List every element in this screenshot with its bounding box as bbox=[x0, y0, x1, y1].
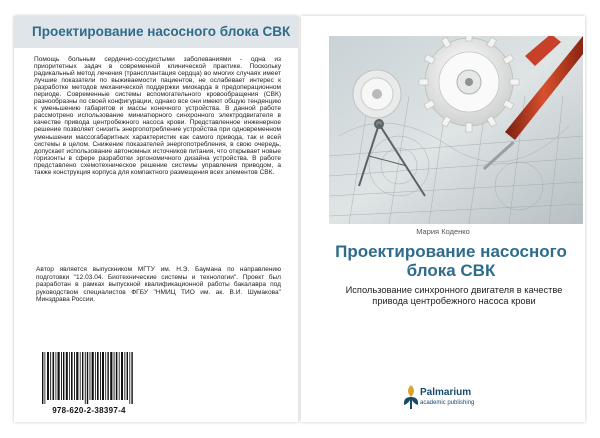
front-subtitle: Использование синхронного двигателя в качестве привода центробежного насоса крови bbox=[345, 285, 563, 306]
publisher-tagline: academic publishing bbox=[420, 400, 475, 406]
back-title: Проектирование насосного блока СВК bbox=[32, 24, 291, 39]
palmarium-logo-icon bbox=[402, 383, 420, 411]
author-info: Автор является выпускником МГТУ им. Н.Э. Баумана по направлению подготовки "12.03.04. Биотехнические системы и технологии". Проект был разработан в рамках выпускной квалификационной работы бакалавра под руководством специалистов ФГБУ "НМИЦ ТИО им. ак. В.И. Шумакова" Минздрава России. bbox=[36, 266, 281, 303]
front-author: Мария Коденко bbox=[416, 227, 470, 236]
barcode bbox=[36, 350, 142, 418]
publisher-name: Palmarium bbox=[420, 387, 472, 398]
back-cover bbox=[14, 16, 298, 422]
back-description: Помощь больным сердечно-сосудистыми заболеваниями - одна из приоритетных задач в современной клинической практике. Поскольку радикальный метод лечения (трансплантация сердца) во многих случаях имеет лучшие показатели по выживаемости пациентов, не ослабевает интерес к разработке методов механической поддержки миокарда в предоперационном периоде. Современные системы вспомогательного кровообращения (СВК) разнообразны по своей конфигурации, однако все они имеют общую тенденцию к уменьшению габаритов и массы конечного устройства. В данной работе рассмотрено использование миниатюрного синхронного электродвигателя в качестве привода центробежного насоса крови. Представленное инженерное решение позволяет снизить энергопотребление устройства при одновременном уменьшении массогабаритных характеристик как самого привода, так и всей системы в целом. Снижение показателей энергопотребления, в свою очередь, допускает использование автономных источников питания, что открывает новые горизонты в сфере разработки эргономичного дизайна устройства. В работе представлено схемотехническое решение системы управления приводом, а также конструкция корпуса для компактного размещения всех элементов СВК. bbox=[34, 56, 281, 176]
front-title: Проектирование насосного блока СВК bbox=[335, 242, 567, 280]
cover-image bbox=[329, 36, 583, 224]
small-gear-icon bbox=[353, 70, 401, 118]
barcode-icon bbox=[40, 350, 138, 404]
isbn-number: 978-620-2-38397-4 bbox=[52, 406, 126, 415]
publisher-logo bbox=[402, 379, 502, 419]
front-cover bbox=[301, 16, 585, 422]
